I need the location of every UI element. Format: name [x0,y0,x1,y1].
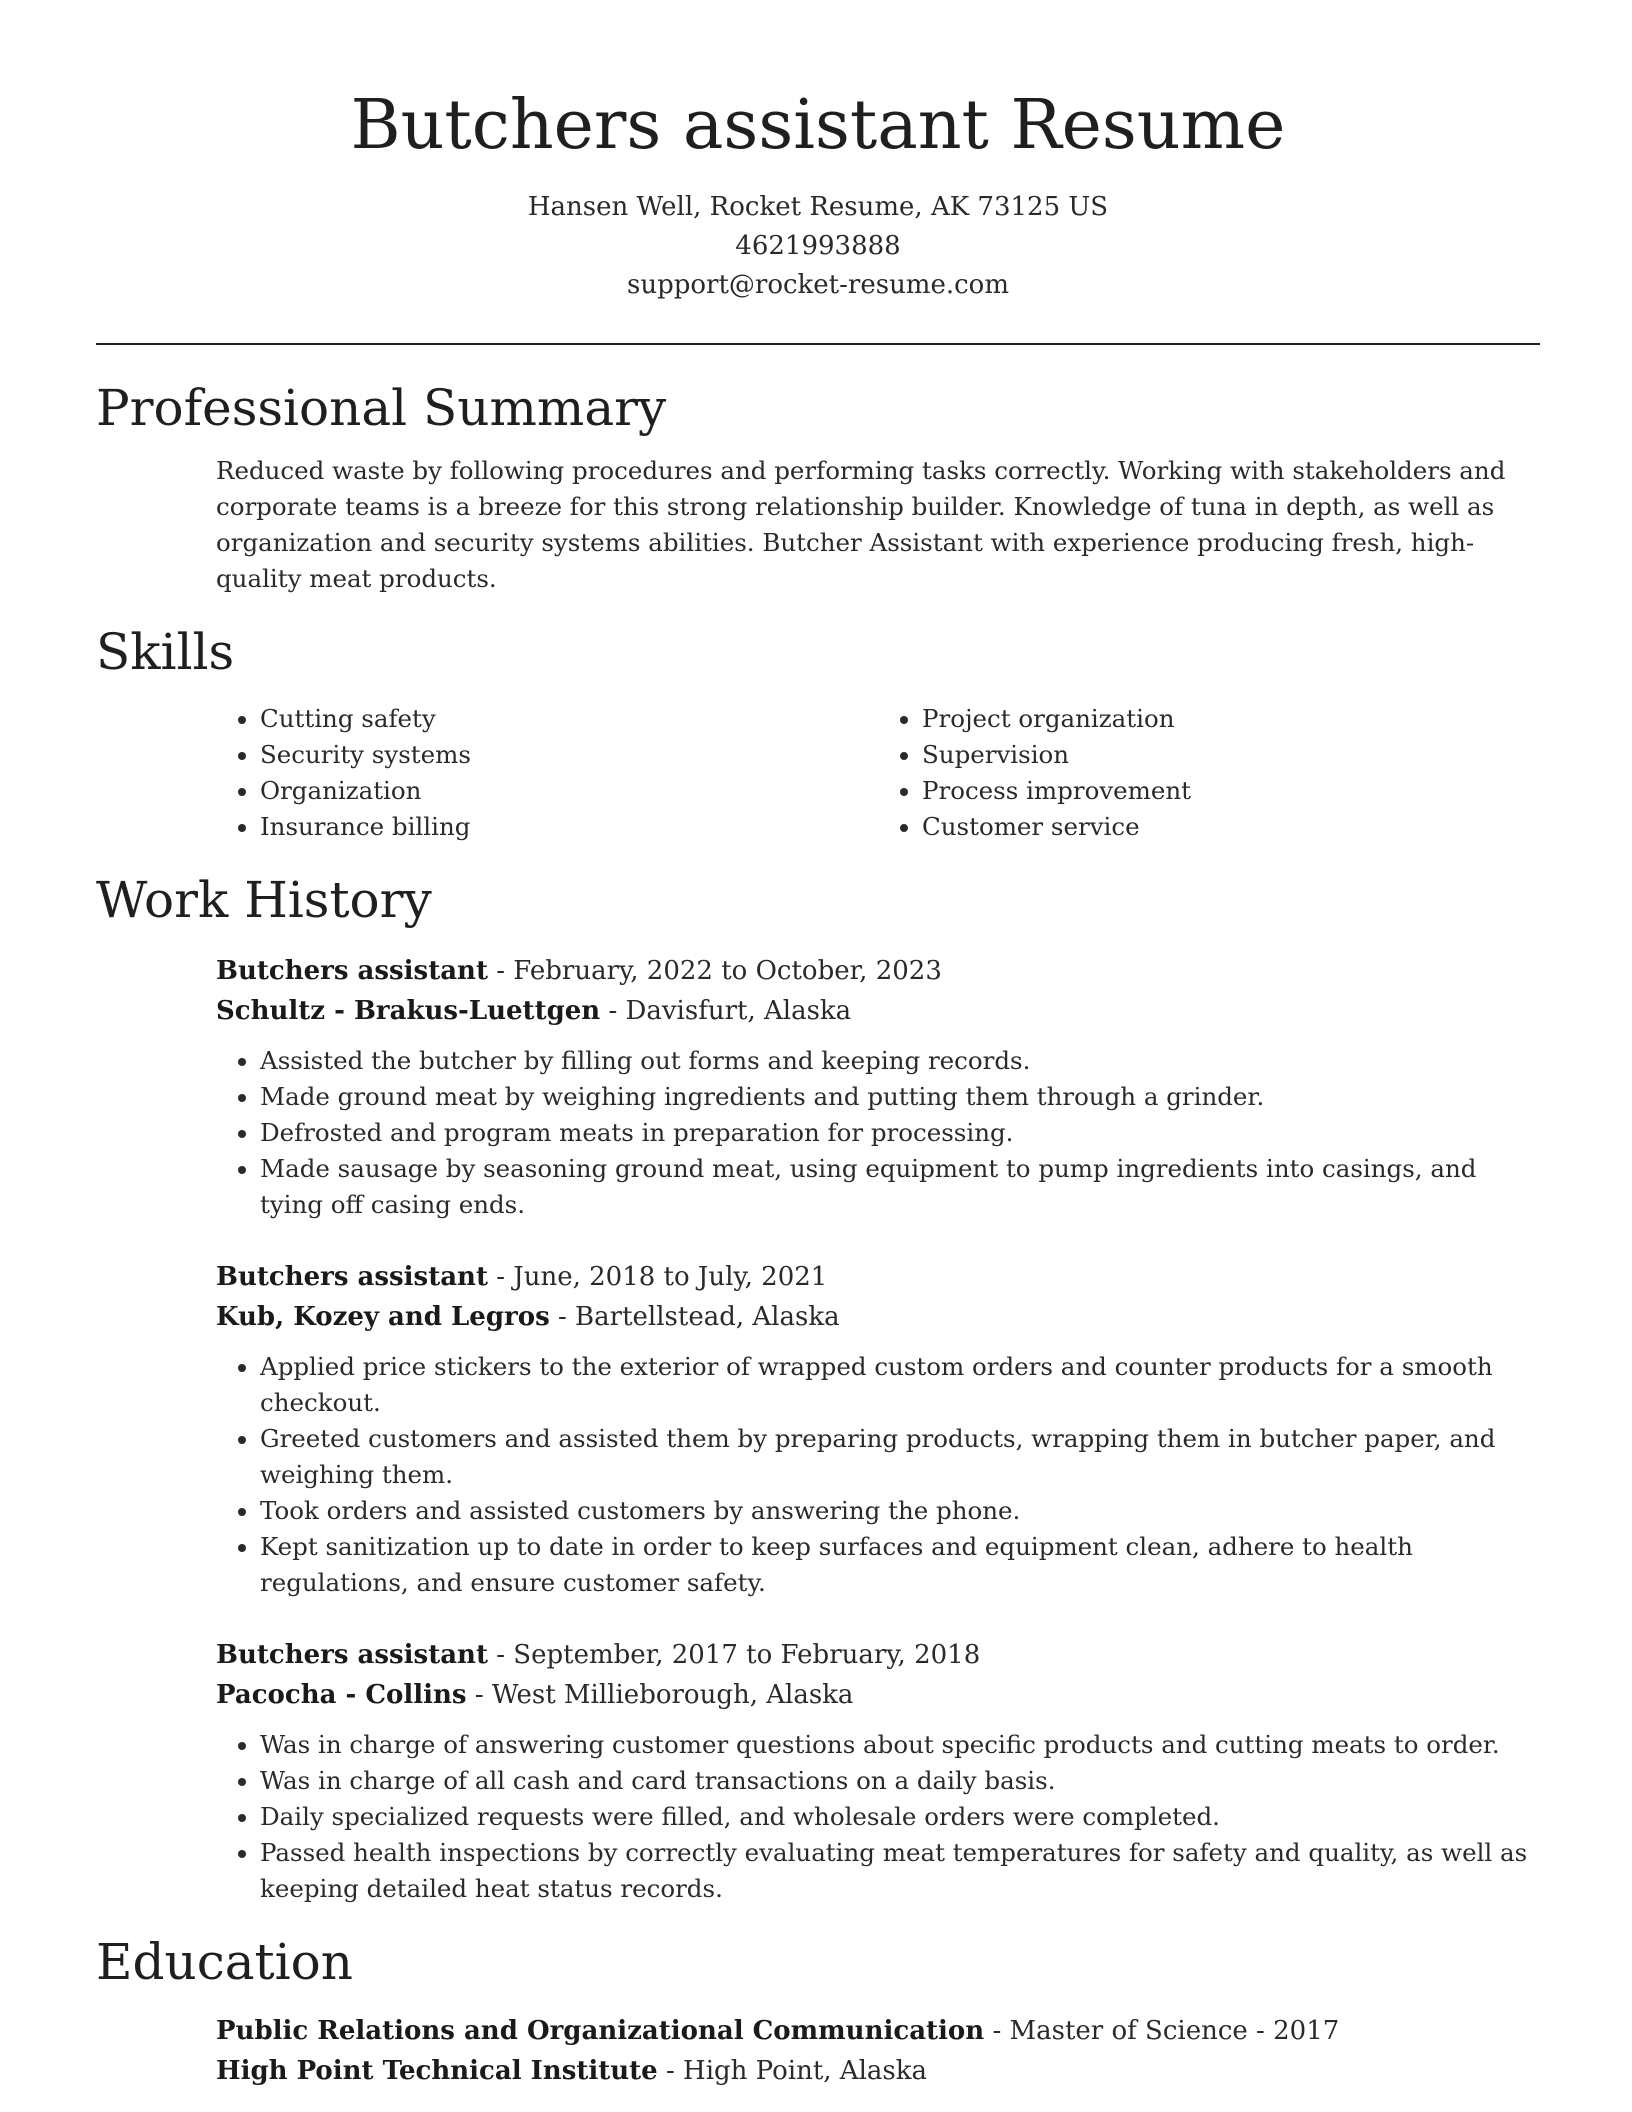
job-bullet: • Made sausage by seasoning ground meat, using equipment to pump ingredients into casings, and tying off casing ends. [260,1151,1540,1223]
skill-item: • Customer service [922,809,1540,845]
job-company: Pacocha - Collins [216,1680,467,1710]
job-title-line [216,1257,1540,1297]
education-degree-line [216,2011,1540,2051]
skills-column-right [878,701,1540,845]
education-school-location: - High Point, Alaska [665,2056,927,2086]
skill-item: • Supervision [922,737,1540,773]
job-bullet: • Was in charge of answering customer questions about specific products and cutting meats to order. [260,1727,1540,1763]
job-dates: - February, 2022 to October, 2023 [496,956,942,986]
skill-item: • Insurance billing [260,809,878,845]
job-title-line [216,1635,1540,1675]
skill-item: • Security systems [260,737,878,773]
job-entry [216,951,1540,1223]
section-title-work-history: Work History [96,871,432,929]
job-location: - Davisfurt, Alaska [608,996,852,1026]
skill-item: • Project organization [922,701,1540,737]
job-company-line [216,991,1540,1031]
contact-address: Hansen Well, Rocket Resume, AK 73125 US [527,192,1109,222]
job-role: Butchers assistant [216,1640,488,1670]
job-company: Kub, Kozey and Legros [216,1302,550,1332]
job-title-line [216,951,1540,991]
job-bullet: • Passed health inspections by correctly evaluating meat temperatures for safety and quality, as well as keeping detailed heat status records. [260,1835,1540,1907]
job-dates: - September, 2017 to February, 2018 [496,1640,981,1670]
job-entry [216,1635,1540,1907]
education-entry [216,2011,1540,2091]
job-bullet: • Took orders and assisted customers by answering the phone. [260,1493,1540,1529]
job-company: Schultz - Brakus-Luettgen [216,996,601,1026]
job-bullet: • Greeted customers and assisted them by preparing products, wrapping them in butcher paper, and weighing them. [260,1421,1540,1493]
job-bullet: • Assisted the butcher by filling out forms and keeping records. [260,1043,1540,1079]
education-school-line [216,2051,1540,2091]
job-bullet: • Defrosted and program meats in preparation for processing. [260,1115,1540,1151]
section-title-education: Education [96,1933,353,1991]
job-bullets [216,1727,1540,1907]
job-location: - West Millieborough, Alaska [474,1680,854,1710]
job-dates: - June, 2018 to July, 2021 [496,1262,828,1292]
job-entry [216,1257,1540,1601]
job-role: Butchers assistant [216,1262,488,1292]
resume-title: Butchers assistant Resume [350,86,1286,165]
job-bullet: • Was in charge of all cash and card transactions on a daily basis. [260,1763,1540,1799]
job-bullet: • Applied price stickers to the exterior of wrapped custom orders and counter products for a smooth checkout. [260,1349,1540,1421]
job-bullets [216,1349,1540,1601]
job-company-line [216,1675,1540,1715]
skill-item: • Cutting safety [260,701,878,737]
education-school: High Point Technical Institute [216,2056,658,2086]
skill-item: • Organization [260,773,878,809]
skills-grid [216,701,1540,845]
job-bullet: • Daily specialized requests were filled, and wholesale orders were completed. [260,1799,1540,1835]
contact-phone: 4621993888 [735,231,901,261]
section-title-summary: Professional Summary [96,379,667,437]
job-bullet: • Made ground meat by weighing ingredients and putting them through a grinder. [260,1079,1540,1115]
header-divider [96,343,1540,345]
education-degree: Public Relations and Organizational Communication [216,2016,985,2046]
job-bullet: • Kept sanitization up to date in order to keep surfaces and equipment clean, adhere to health regulations, and ensure customer safety. [260,1529,1540,1601]
skills-column-left [216,701,878,845]
contact-email: support@rocket-resume.com [626,270,1009,300]
job-company-line [216,1297,1540,1337]
job-location: - Bartellstead, Alaska [557,1302,840,1332]
job-bullets [216,1043,1540,1223]
education-degree-detail: - Master of Science - 2017 [992,2016,1340,2046]
skill-item: • Process improvement [922,773,1540,809]
job-role: Butchers assistant [216,956,488,986]
summary-text: Reduced waste by following procedures and performing tasks correctly. Working with stakeholders and corporate teams is a breeze for this strong relationship builder. Knowledge of tuna in depth, as well as organization and security systems abilities. Butcher Assistant with experience producing fresh, high-quality meat products. [216,456,1506,593]
resume-header [96,0,1540,305]
section-title-skills: Skills [96,623,235,681]
resume-page [96,0,1540,2091]
